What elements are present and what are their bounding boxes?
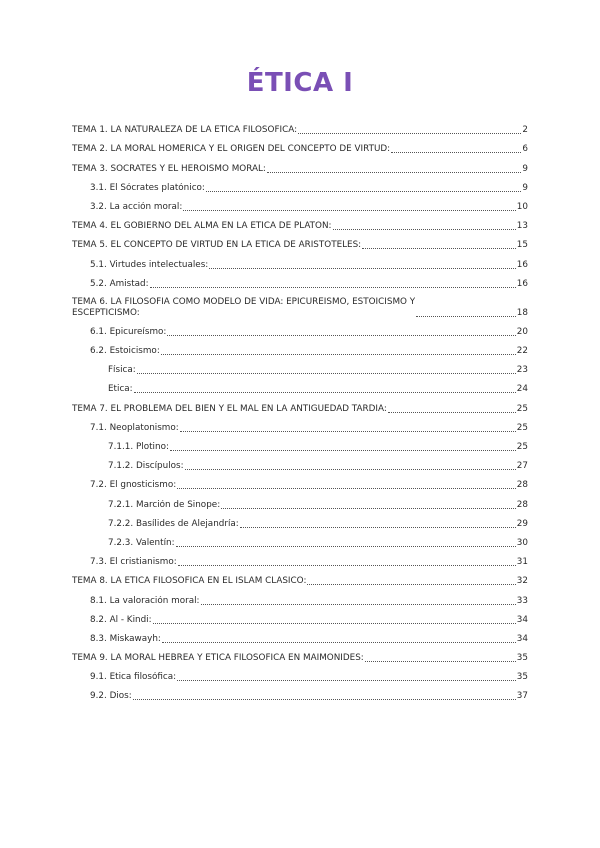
toc-entry-label: TEMA 2. LA MORAL HOMÉRICA Y EL ORIGEN DEL CONCEPTO DE VIRTUD: — [72, 144, 391, 155]
toc-entry[interactable] — [72, 136, 528, 155]
toc-page-number: 32 — [516, 576, 528, 587]
toc-entry[interactable] — [72, 319, 528, 338]
toc-dot-leader — [177, 488, 516, 489]
toc-dot-leader — [185, 469, 516, 470]
toc-page-number: 28 — [516, 499, 528, 510]
toc-entry-label: 8.2. Al - Kindi: — [90, 614, 152, 625]
toc-entry[interactable] — [72, 568, 528, 587]
toc-page-number: 25 — [516, 442, 528, 452]
toc-entry-label: 7.3. El cristianismo: — [90, 557, 177, 568]
toc-page-number: 31 — [516, 557, 528, 568]
toc-entry[interactable] — [72, 415, 528, 434]
toc-entry[interactable] — [72, 271, 528, 290]
toc-entry-label: 5.1. Virtudes intelectuales: — [90, 259, 209, 270]
toc-entry-label: 7.2.2. Basílides de Alejandría: — [108, 518, 239, 529]
toc-dot-leader — [209, 268, 516, 269]
toc-dot-leader — [388, 412, 516, 413]
toc-dot-leader — [333, 229, 516, 230]
toc-entry[interactable] — [72, 472, 528, 491]
toc-page-number: 30 — [516, 537, 528, 548]
toc-dot-leader — [134, 392, 516, 393]
toc-entry-label-line: TEMA 6. LA FILOSOFÍA COMO MODELO DE VIDA: EPICUREÍSMO, ESTOICISMO Y — [72, 296, 416, 307]
toc-entry[interactable] — [72, 395, 528, 414]
toc-page-number: 15 — [516, 240, 528, 251]
toc-entry-label: 6.1. Epicureísmo: — [90, 326, 167, 337]
toc-page-number: 9 — [522, 163, 528, 174]
toc-dot-leader — [298, 133, 521, 134]
toc-entry-label: 6.2. Estoicismo: — [90, 346, 160, 357]
toc-page-number: 10 — [516, 201, 528, 212]
toc-dot-leader — [206, 191, 522, 192]
toc-entry[interactable] — [72, 175, 528, 194]
toc-dot-leader — [150, 287, 516, 288]
toc-page-number: 9 — [522, 182, 528, 193]
toc-entry[interactable] — [72, 453, 528, 472]
toc-page-number: 34 — [516, 633, 528, 644]
toc-dot-leader — [161, 354, 516, 355]
toc-entry-label: TEMA 3. SÓCRATES Y EL HEROÍSMO MORAL: — [72, 163, 266, 174]
toc-dot-leader — [307, 584, 515, 585]
toc-entry[interactable] — [72, 626, 528, 645]
toc-entry[interactable] — [72, 376, 528, 395]
toc-dot-leader — [180, 431, 516, 432]
toc-page-number: 33 — [516, 595, 528, 606]
toc-entry-label: TEMA 9. LA MORAL HEBREA Y ÉTICA FILOSÓFICA EN MAIMÓNIDES: — [72, 653, 364, 664]
toc-dot-leader — [137, 373, 516, 374]
toc-dot-leader — [183, 210, 515, 211]
toc-entry[interactable] — [72, 549, 528, 568]
toc-entry-label: TEMA 7. EL PROBLEMA DEL BIEN Y EL MAL EN LA ANTIGÜEDAD TARDÍA: — [72, 403, 387, 414]
toc-entry-label-line: ESCEPTICISMO: — [72, 307, 140, 318]
toc-page-number: 24 — [516, 384, 528, 395]
toc-entry-label: Física: — [108, 365, 136, 376]
toc-dot-leader — [365, 661, 516, 662]
toc-dot-leader — [221, 508, 516, 509]
toc-page-number: 20 — [516, 326, 528, 337]
toc-page-number: 29 — [516, 518, 528, 529]
toc-entry[interactable] — [72, 213, 528, 232]
toc-entry[interactable] — [72, 664, 528, 683]
toc-page-number: 18 — [516, 307, 528, 318]
toc-entry[interactable] — [72, 357, 528, 376]
toc-dot-leader — [170, 450, 516, 451]
toc-entry-label: 7.2.3. Valentín: — [108, 537, 175, 548]
toc-page-number: 23 — [516, 365, 528, 376]
toc-page-number: 34 — [516, 614, 528, 625]
toc-entry[interactable] — [72, 117, 528, 136]
toc-entry[interactable] — [72, 530, 528, 549]
toc-entry[interactable] — [72, 434, 528, 453]
toc-entry-label: TEMA 5. EL CONCEPTO DE VIRTUD EN LA ÉTICA DE ARISTÓTELES: — [72, 240, 362, 251]
toc-entry-label: TEMA 1. LA NATURALEZA DE LA ÉTICA FILOSÓFICA: — [72, 125, 298, 136]
toc-dot-leader — [176, 546, 516, 547]
toc-entry[interactable] — [72, 194, 528, 213]
toc-page-number: 13 — [516, 221, 528, 232]
toc-entry-label: 9.1. Ética filosófica: — [90, 672, 177, 683]
toc-dot-leader — [153, 623, 516, 624]
toc-entry[interactable] — [72, 491, 528, 510]
toc-dot-leader — [201, 604, 516, 605]
toc-entry-label: 7.2. El gnosticismo: — [90, 480, 177, 491]
table-of-contents — [72, 117, 528, 702]
toc-entry-label: 7.2.1. Marción de Sinope: — [108, 499, 221, 510]
toc-entry-label: 7.1.1. Plotino: — [108, 442, 169, 452]
toc-entry[interactable] — [72, 587, 528, 606]
toc-page-number: 6 — [522, 144, 528, 155]
toc-entry-label: 8.1. La valoración moral: — [90, 595, 200, 606]
toc-page-number: 35 — [516, 653, 528, 664]
toc-dot-leader — [362, 248, 516, 249]
toc-entry-label: 9.2. Dios: — [90, 691, 132, 702]
toc-entry-label — [72, 297, 415, 319]
toc-entry[interactable] — [72, 511, 528, 530]
toc-page-number: 28 — [516, 480, 528, 491]
toc-entry-label: 3.2. La acción moral: — [90, 201, 183, 212]
toc-page-number: 25 — [516, 403, 528, 414]
toc-page-number: 2 — [522, 125, 528, 136]
toc-page-number: 25 — [516, 422, 528, 433]
toc-entry[interactable] — [72, 338, 528, 357]
toc-dot-leader — [416, 316, 516, 317]
toc-page-number: 35 — [516, 672, 528, 683]
toc-entry-label: 8.3. Miskawayh: — [90, 633, 161, 644]
toc-dot-leader — [177, 680, 516, 681]
toc-page-number: 16 — [516, 278, 528, 289]
toc-entry[interactable] — [72, 607, 528, 626]
toc-entry-label: 3.1. El Sócrates platónico: — [90, 182, 205, 193]
toc-page-number: 16 — [516, 259, 528, 270]
toc-entry-label: TEMA 8. LA ÉTICA FILOSÓFICA EN EL ISLAM CLÁSICO: — [72, 576, 307, 587]
toc-dot-leader — [178, 565, 516, 566]
toc-entry-label: 5.2. Amistad: — [90, 278, 149, 289]
toc-entry[interactable] — [72, 290, 528, 319]
toc-entry[interactable] — [72, 645, 528, 664]
toc-dot-leader — [133, 699, 516, 700]
toc-page-number: 37 — [516, 691, 528, 702]
toc-page-number: 27 — [516, 461, 528, 472]
toc-entry[interactable] — [72, 251, 528, 270]
toc-entry-label: 7.1. Neoplatonismo: — [90, 422, 179, 433]
toc-dot-leader — [162, 642, 516, 643]
document-title: ÉTICA I — [246, 68, 354, 98]
toc-dot-leader — [240, 527, 516, 528]
toc-entry[interactable] — [72, 155, 528, 174]
toc-dot-leader — [391, 152, 521, 153]
toc-page-number: 22 — [516, 346, 528, 357]
toc-dot-leader — [267, 172, 522, 173]
toc-entry-label: TEMA 4. EL GOBIERNO DEL ALMA EN LA ÉTICA DE PLATÓN: — [72, 221, 332, 232]
toc-entry[interactable] — [72, 683, 528, 702]
toc-entry-label: Ética: — [108, 384, 133, 395]
toc-entry-label: 7.1.2. Discípulos: — [108, 461, 184, 472]
toc-dot-leader — [167, 335, 515, 336]
toc-entry[interactable] — [72, 232, 528, 251]
